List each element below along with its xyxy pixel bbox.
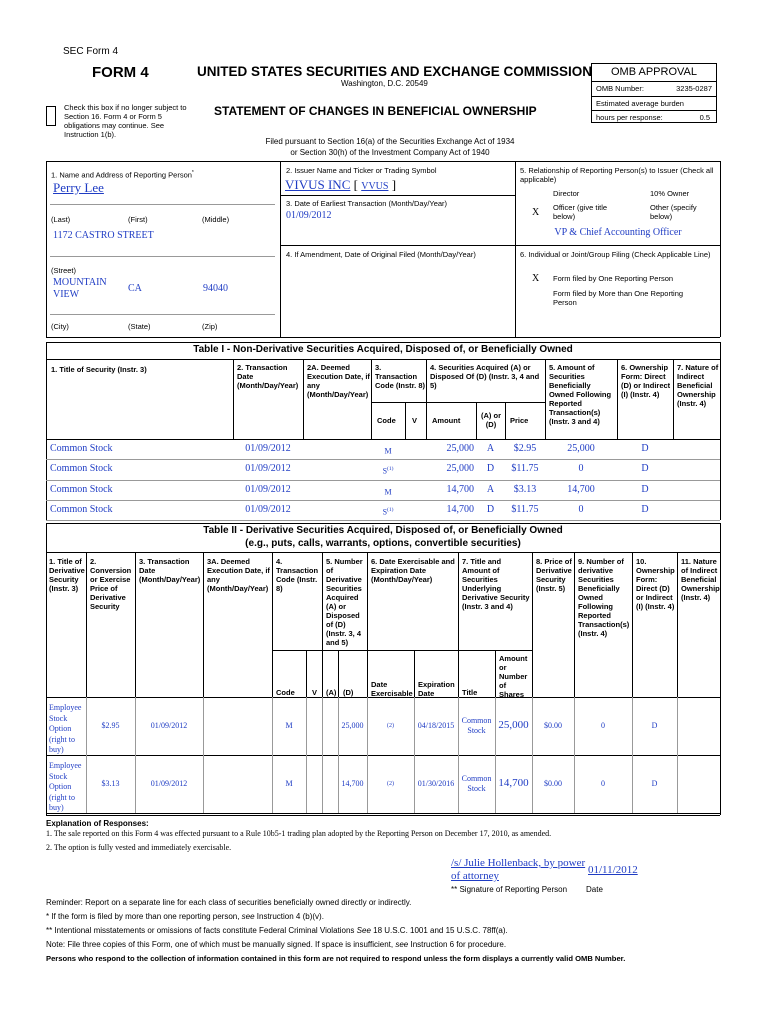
t1-title: Common Stock bbox=[50, 484, 113, 495]
first-label: (First) bbox=[128, 215, 148, 224]
t1-sub-price: Price bbox=[510, 416, 529, 425]
t2-h6: 6. Date Exercisable and Expiration Date (Month/Day/Year) bbox=[371, 557, 455, 584]
signature-label: ** Signature of Reporting Person bbox=[451, 885, 568, 894]
t2-h9: 9. Number of derivative Securities Beneficially Owned Following Reported Transaction(s) (Instr. 4) bbox=[578, 557, 630, 638]
t1-h1: 1. Title of Security (Instr. 3) bbox=[51, 365, 147, 374]
t1-sub-amount: Amount bbox=[432, 416, 461, 425]
t2-ownership-form: D bbox=[651, 721, 658, 730]
omb-number: 3235-0287 bbox=[676, 84, 712, 93]
city-line: Washington, D.C. 20549 bbox=[341, 79, 428, 88]
t1-amount: 14,700 bbox=[446, 504, 474, 515]
earliest-date-label: 3. Date of Earliest Transaction (Month/Day/Year) bbox=[286, 199, 448, 208]
t2-disposed: 14,700 bbox=[341, 779, 364, 788]
t1-code bbox=[371, 464, 405, 477]
signature-date: 01/11/2012 bbox=[588, 864, 638, 876]
t2-owned: 0 bbox=[601, 721, 605, 730]
table2-title: Table II - Derivative Securities Acquired, Disposed of, or Beneficially Owned (e.g., puts, calls, warrants, options, convertible securities) bbox=[203, 525, 563, 549]
omb-title: OMB APPROVAL bbox=[592, 64, 716, 82]
t2-code: M bbox=[285, 721, 293, 730]
t1-price: $3.13 bbox=[513, 484, 537, 495]
t1-amount: 14,700 bbox=[446, 484, 474, 495]
checkbox-instructions: Check this box if no longer subject to Section 16. Form 4 or Form 5 obligations may continue. See Instruction 1(b). bbox=[64, 103, 187, 139]
explanation-title: Explanation of Responses: bbox=[46, 819, 149, 828]
t1-owned: 14,700 bbox=[567, 484, 595, 495]
t1-h5: 5. Amount of Securities Beneficially Owned Following Reported Transaction(s) (Instr. 3 and 4) bbox=[549, 363, 612, 426]
t1-title: Common Stock bbox=[50, 463, 113, 474]
t2-derivative-price: $0.00 bbox=[544, 721, 562, 730]
t2-sub-a: (A) bbox=[326, 688, 337, 697]
t1-date: 01/09/2012 bbox=[245, 484, 291, 495]
t1-code-value: S bbox=[382, 466, 388, 476]
t2-sub-date-exercisable: Date Exercisable bbox=[371, 680, 413, 698]
t1-h2: 2. Transaction Date (Month/Day/Year) bbox=[237, 363, 299, 390]
t1-h3: 3. Transaction Code (Instr. 8) bbox=[375, 363, 426, 390]
t2-price: $2.95 bbox=[101, 721, 120, 730]
t1-ad: A bbox=[486, 484, 495, 495]
t1-date: 01/09/2012 bbox=[245, 443, 291, 454]
officer-option[interactable]: Officer (give title below) bbox=[553, 203, 608, 221]
t1-form: D bbox=[641, 463, 649, 474]
t1-price: $11.75 bbox=[511, 504, 539, 515]
t2-sub-code: Code bbox=[276, 688, 295, 697]
officer-mark: X bbox=[532, 207, 540, 218]
t1-sub-v: V bbox=[412, 416, 418, 425]
t1-form: D bbox=[641, 443, 649, 454]
reporting-person-name[interactable]: Perry Lee bbox=[53, 180, 104, 195]
t2-title: Employee Stock Option (right to buy) bbox=[49, 703, 82, 754]
t2-date: 01/09/2012 bbox=[150, 779, 188, 788]
date-label: Date bbox=[586, 885, 603, 894]
name-address-label: 1. Name and Address of Reporting Person* bbox=[51, 170, 194, 180]
director-option[interactable]: Director bbox=[553, 189, 580, 198]
t1-date: 01/09/2012 bbox=[245, 463, 291, 474]
t2-date-exercisable: (2) bbox=[387, 781, 394, 787]
t1-code bbox=[371, 444, 405, 457]
one-person-mark: X bbox=[532, 273, 540, 284]
signature: /s/ Julie Hollenback, by power of attorney bbox=[451, 857, 586, 882]
t1-h6: 6. Ownership Form: Direct (D) or Indirect (I) (Instr. 4) bbox=[621, 363, 671, 399]
t1-owned: 25,000 bbox=[567, 443, 595, 454]
hours-label: hours per response: bbox=[596, 113, 663, 122]
t1-title: Common Stock bbox=[50, 443, 113, 454]
t2-sub-d: (D) bbox=[343, 688, 354, 697]
earliest-date: 01/09/2012 bbox=[286, 210, 332, 221]
t2-expiration: 04/18/2015 bbox=[417, 721, 455, 730]
hours-value: 0.5 bbox=[699, 113, 710, 122]
t2-date: 01/09/2012 bbox=[150, 721, 188, 730]
last-label: (Last) bbox=[51, 215, 71, 224]
statement-title: STATEMENT OF CHANGES IN BENEFICIAL OWNERSHIP bbox=[214, 104, 537, 118]
other-option[interactable]: Other (specify below) bbox=[650, 203, 697, 221]
state-value: CA bbox=[128, 283, 142, 294]
t1-date: 01/09/2012 bbox=[245, 504, 291, 515]
sec-form-label: SEC Form 4 bbox=[63, 46, 119, 57]
t2-underlying-amount: 25,000 bbox=[498, 719, 529, 731]
filed-pursuant: Filed pursuant to Section 16(a) of the Securities Exchange Act of 1934 or Section 30(h) of the Investment Company Act of 1940 bbox=[265, 137, 515, 157]
zip-label: (Zip) bbox=[202, 322, 218, 331]
middle-label: (Middle) bbox=[202, 215, 230, 224]
t1-amount: 25,000 bbox=[446, 443, 474, 454]
t2-h2: 2. Conversion or Exercise Price of Derivative Security bbox=[90, 557, 132, 611]
street-label: (Street) bbox=[51, 266, 77, 275]
t1-amount: 25,000 bbox=[446, 463, 474, 474]
issuer-name: VIVUS INC [ VVUS ] bbox=[285, 177, 397, 192]
t2-sub-v: V bbox=[312, 688, 318, 697]
footer-reminder: Reminder: Report on a separate line for each class of securities beneficially owned directly or indirectly. bbox=[46, 898, 412, 907]
t2-code: M bbox=[285, 779, 293, 788]
officer-title: VP & Chief Accounting Officer bbox=[554, 227, 682, 238]
t1-owned: 0 bbox=[578, 504, 584, 515]
t2-sub-expiration: Expiration Date bbox=[418, 680, 455, 698]
t2-h8: 8. Price of Derivative Security (Instr. 5) bbox=[536, 557, 572, 593]
t2-h7: 7. Title and Amount of Securities Underlying Derivative Security (Instr. 3 and 4) bbox=[462, 557, 530, 611]
t2-ownership-form: D bbox=[651, 779, 658, 788]
t1-code-value: S bbox=[382, 507, 388, 517]
t2-underlying-title: Common Stock bbox=[461, 716, 492, 735]
more-person-option[interactable]: Form filed by More than One Reporting Person bbox=[553, 289, 684, 307]
city-label: (City) bbox=[51, 322, 69, 331]
t1-ad: D bbox=[486, 463, 495, 474]
t2-h1: 1. Title of Derivative Security (Instr. 3) bbox=[49, 557, 85, 593]
t2-h11: 11. Nature of Indirect Beneficial Ownership (Instr. 4) bbox=[681, 557, 720, 602]
t1-title: Common Stock bbox=[50, 504, 113, 515]
footer-misstatements: ** Intentional misstatements or omissions of facts constitute Federal Criminal Violations See 18 U.S.C. 1001 and 15 U.S.C. 78ff(a). bbox=[46, 926, 508, 935]
t2-h5: 5. Number of Derivative Securities Acquired (A) or Disposed of (D) (Instr. 3, 4 and 5) bbox=[326, 557, 363, 647]
omb-box bbox=[591, 63, 717, 123]
t1-ad: A bbox=[486, 443, 495, 454]
no-longer-subject-checkbox[interactable] bbox=[46, 106, 56, 126]
ten-percent-option[interactable]: 10% Owner bbox=[650, 189, 690, 198]
burden-label: Estimated average burden bbox=[592, 97, 716, 111]
t1-owned: 0 bbox=[578, 463, 584, 474]
issuer-label: 2. Issuer Name and Ticker or Trading Symbol bbox=[286, 166, 437, 175]
t1-code bbox=[371, 505, 405, 518]
t2-price: $3.13 bbox=[101, 779, 120, 788]
explanation-note-1: 1. The sale reported on this Form 4 was effected pursuant to a Rule 10b5-1 trading plan adopted by the Reporting Person on December 17, 2010, as amended. bbox=[46, 829, 552, 838]
t2-title: Employee Stock Option (right to buy) bbox=[49, 761, 82, 812]
t2-derivative-price: $0.00 bbox=[544, 779, 562, 788]
filing-label: 6. Individual or Joint/Group Filing (Check Applicable Line) bbox=[520, 250, 711, 259]
t2-h3a: 3A. Deemed Execution Date, if any (Month/Day/Year) bbox=[207, 557, 270, 593]
form-number: FORM 4 bbox=[92, 64, 149, 81]
t1-code-value: M bbox=[384, 487, 392, 497]
amendment-label: 4. If Amendment, Date of Original Filed (Month/Day/Year) bbox=[286, 250, 476, 259]
t2-expiration: 01/30/2016 bbox=[417, 779, 455, 788]
t1-ad: D bbox=[486, 504, 495, 515]
footer-omb-notice: Persons who respond to the collection of information contained in this form are not required to respond unless the form displays a currently valid OMB Number. bbox=[46, 954, 626, 963]
t1-form: D bbox=[641, 484, 649, 495]
zip-value: 94040 bbox=[203, 283, 228, 294]
t2-h3: 3. Transaction Date (Month/Day/Year) bbox=[139, 557, 201, 584]
t1-price: $2.95 bbox=[513, 443, 537, 454]
t1-code-footnote: (1) bbox=[387, 507, 394, 513]
footer-multiple-persons: * If the form is filed by more than one reporting person, see Instruction 4 (b)(v). bbox=[46, 912, 324, 921]
state-label: (State) bbox=[128, 322, 151, 331]
explanation-note-2: 2. The option is fully vested and immediately exercisable. bbox=[46, 843, 232, 852]
t2-h4: 4. Transaction Code (Instr. 8) bbox=[276, 557, 319, 593]
relationship-label: 5. Relationship of Reporting Person(s) to Issuer (Check all applicable) bbox=[520, 166, 714, 184]
t1-sub-ad: (A) or (D) bbox=[481, 411, 501, 429]
t1-code bbox=[371, 485, 405, 498]
t1-h7: 7. Nature of Indirect Beneficial Ownership (Instr. 4) bbox=[677, 363, 719, 408]
t1-form: D bbox=[641, 504, 649, 515]
t1-h4: 4. Securities Acquired (A) or Disposed Of (D) (Instr. 3, 4 and 5) bbox=[430, 363, 540, 390]
table1-title: Table I - Non-Derivative Securities Acquired, Disposed of, or Beneficially Owned bbox=[193, 344, 573, 355]
t2-h10: 10. Ownership Form: Direct (D) or Indirect (I) (Instr. 4) bbox=[636, 557, 675, 611]
t1-h2a: 2A. Deemed Execution Date, if any (Month/Day/Year) bbox=[307, 363, 370, 399]
t2-owned: 0 bbox=[601, 779, 605, 788]
t2-sub-title: Title bbox=[462, 688, 478, 697]
t2-disposed: 25,000 bbox=[341, 721, 364, 730]
omb-number-label: OMB Number: bbox=[596, 84, 644, 93]
t1-sub-code: Code bbox=[377, 416, 396, 425]
t2-underlying-amount: 14,700 bbox=[498, 777, 529, 789]
t2-underlying-title: Common Stock bbox=[461, 774, 492, 793]
one-person-option[interactable]: Form filed by One Reporting Person bbox=[553, 274, 674, 283]
t1-price: $11.75 bbox=[511, 463, 539, 474]
commission-title: UNITED STATES SECURITIES AND EXCHANGE COMMISSION bbox=[197, 64, 593, 79]
t2-sub-amount: Amount or Number of Shares bbox=[499, 654, 528, 699]
street-value: 1172 CASTRO STREET bbox=[53, 230, 154, 241]
t1-code-footnote: (1) bbox=[387, 466, 394, 472]
t1-code-value: M bbox=[384, 446, 392, 456]
city-value: MOUNTAIN VIEW bbox=[53, 277, 107, 300]
footer-file-copies: Note: File three copies of this Form, one of which must be manually signed. If space is insufficient, see Instruction 6 for procedure. bbox=[46, 940, 507, 949]
t2-date-exercisable: (2) bbox=[387, 723, 394, 729]
